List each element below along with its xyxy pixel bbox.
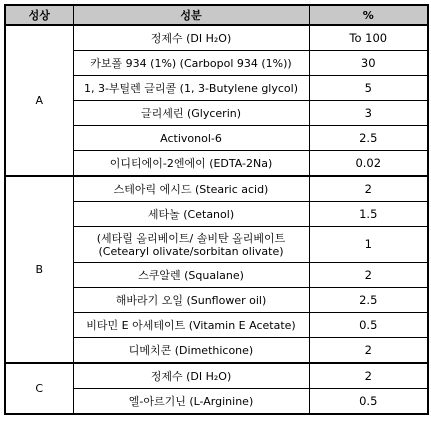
percent-cell: 30	[309, 51, 428, 76]
phase-label-a: A	[5, 25, 73, 176]
ingredient-cell: 엘-아르기닌 (L-Arginine)	[73, 389, 309, 415]
percent-cell: 2.5	[309, 126, 428, 151]
table-body	[5, 25, 428, 414]
ingredient-cell: 글리세린 (Glycerin)	[73, 101, 309, 126]
header-phase: 성상	[5, 5, 73, 25]
phase-label-c: C	[5, 363, 73, 414]
formulation-table-container	[4, 4, 429, 415]
percent-cell: To 100	[309, 25, 428, 51]
formulation-table	[4, 4, 429, 415]
percent-cell: 3	[309, 101, 428, 126]
ingredient-cell: Activonol-6	[73, 126, 309, 151]
percent-cell: 0.02	[309, 151, 428, 177]
percent-cell: 2	[309, 338, 428, 364]
percent-cell: 2	[309, 263, 428, 288]
ingredient-cell: 비타민 E 아세테이트 (Vitamin E Acetate)	[73, 313, 309, 338]
table-row	[5, 363, 428, 389]
table-row	[5, 176, 428, 202]
ingredient-cell: 스쿠알렌 (Squalane)	[73, 263, 309, 288]
ingredient-cell: (세타릴 올리베이트/ 솔비탄 올리베이트 (Cetearyl olivate/sorbitan olivate)	[73, 227, 309, 263]
ingredient-cell: 스테아릭 에시드 (Stearic acid)	[73, 176, 309, 202]
header-ingredient: 성분	[73, 5, 309, 25]
table-header	[5, 5, 428, 25]
ingredient-cell: 1, 3-부틸렌 글리콜 (1, 3-Butylene glycol)	[73, 76, 309, 101]
ingredient-cell: 디메치콘 (Dimethicone)	[73, 338, 309, 364]
ingredient-cell: 정제수 (DI H₂O)	[73, 25, 309, 51]
phase-label-b: B	[5, 176, 73, 363]
percent-cell: 2.5	[309, 288, 428, 313]
header-row	[5, 5, 428, 25]
ingredient-cell: 이디티에이-2엔에이 (EDTA-2Na)	[73, 151, 309, 177]
ingredient-cell: 정제수 (DI H₂O)	[73, 363, 309, 389]
percent-cell: 0.5	[309, 389, 428, 415]
percent-cell: 2	[309, 363, 428, 389]
ingredient-cell: 세타놀 (Cetanol)	[73, 202, 309, 227]
table-row	[5, 25, 428, 51]
ingredient-cell: 카보폴 934 (1%) (Carbopol 934 (1%))	[73, 51, 309, 76]
percent-cell: 5	[309, 76, 428, 101]
ingredient-cell: 해바라기 오일 (Sunflower oil)	[73, 288, 309, 313]
header-percent: %	[309, 5, 428, 25]
percent-cell: 0.5	[309, 313, 428, 338]
percent-cell: 1	[309, 227, 428, 263]
percent-cell: 1.5	[309, 202, 428, 227]
percent-cell: 2	[309, 176, 428, 202]
